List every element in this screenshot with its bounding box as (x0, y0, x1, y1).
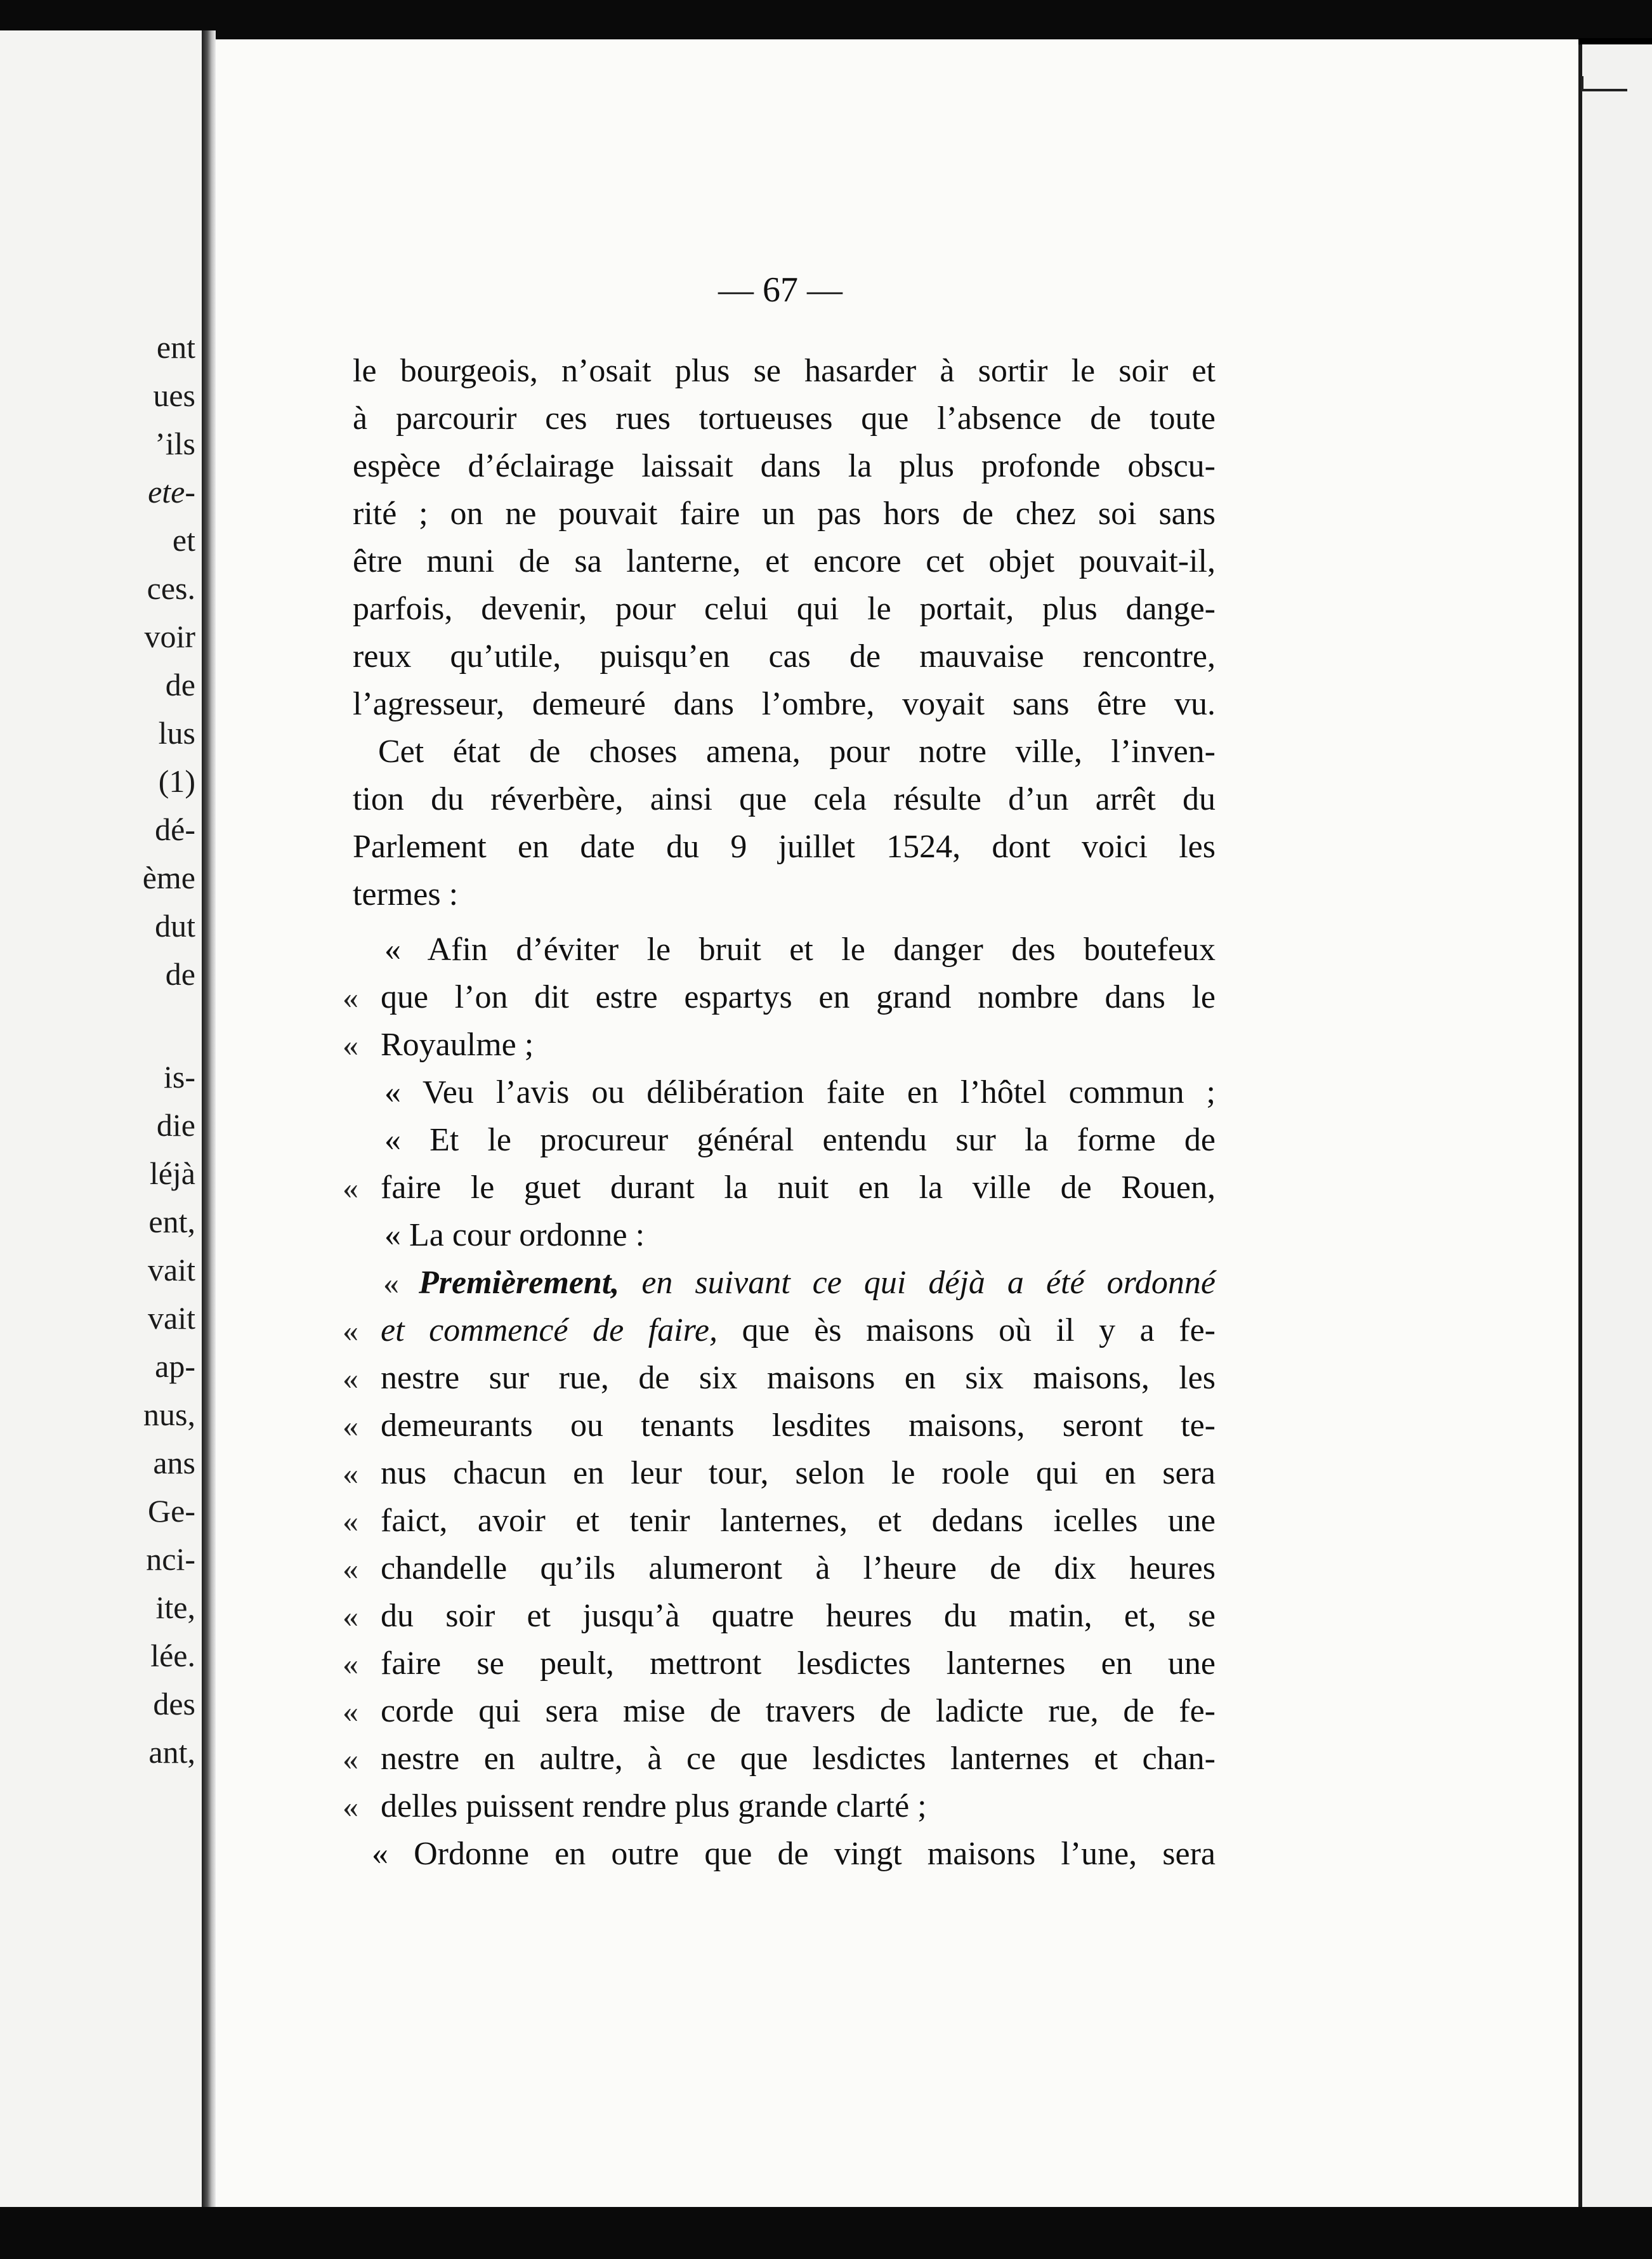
quote-line: demeurants ou tenants lesdites maisons, seront te- (381, 1407, 1216, 1444)
emphasis-italic: en suivant ce qui déjà a été ordonné (641, 1265, 1216, 1301)
left-fragment: nus, (143, 1397, 195, 1432)
left-fragment: vait (148, 1300, 195, 1336)
quote-line: « Veu l’avis ou délibération faite en l’hôtel commun ; (384, 1074, 1216, 1110)
quote-mark: « (343, 1789, 358, 1824)
left-fragment: de (165, 667, 195, 702)
text-line: termes : (353, 876, 459, 912)
quote-line: chandelle qu’ils alumeront à l’heure de dix heures (381, 1550, 1216, 1586)
text-line: tion du réverbère, ainsi que cela résulte d’un arrêt du (353, 781, 1216, 817)
scan-border-top (0, 0, 1652, 38)
left-fragment: ’ils (155, 426, 195, 461)
left-fragment: de (165, 956, 195, 992)
quote-line: corde qui sera mise de travers de ladicte rue, de fe- (381, 1693, 1216, 1729)
left-fragment: ème (142, 860, 195, 895)
left-fragment: lée. (150, 1638, 195, 1673)
quote-mark: « (343, 1694, 358, 1729)
left-fragment: ues (153, 378, 195, 413)
left-fragment: dut (155, 908, 195, 944)
left-fragment: is- (164, 1059, 195, 1095)
quote-line: delles puissent rendre plus grande clarté ; (381, 1788, 927, 1824)
left-fragment: ete- (148, 474, 195, 510)
left-fragment: ap- (155, 1348, 195, 1384)
left-fragment: et (172, 522, 195, 558)
left-fragment: vait (148, 1252, 195, 1288)
text-line: l’agresseur, demeuré dans l’ombre, voyait sans être vu. (353, 686, 1216, 722)
quote-mark: « (343, 1551, 358, 1586)
emphasis-bold: Premièrement, (419, 1265, 620, 1301)
left-fragment: ent, (148, 1204, 195, 1239)
quote-mark: « (343, 1741, 358, 1777)
text-line: être muni de sa lanterne, et encore cet objet pouvait-il, (353, 543, 1216, 579)
quote-line: « La cour ordonne : (384, 1217, 645, 1253)
quote-text: que ès maisons où il y a fe- (742, 1312, 1216, 1348)
left-facing-page (0, 30, 204, 2208)
quote-line: « Ordonne en outre que de vingt maisons l’une, sera (372, 1836, 1216, 1872)
quote-line (419, 1260, 1216, 1307)
quote-mark: « (343, 1027, 358, 1063)
scan-border-bottom (0, 2207, 1652, 2259)
edge-mark (1583, 89, 1627, 91)
quote-mark: « (343, 980, 358, 1015)
quote-line: du soir et jusqu’à quatre heures du matin, et, se (381, 1598, 1216, 1634)
quote-mark: « (343, 1646, 358, 1682)
left-fragment: Ge- (148, 1493, 195, 1529)
text-line: Cet état de choses amena, pour notre ville, l’inven- (378, 734, 1216, 770)
quote-mark: « (343, 1360, 358, 1396)
quote-mark: « (343, 1408, 358, 1444)
quote-line: « Afin d’éviter le bruit et le danger des boutefeux (384, 932, 1216, 968)
page-edge (1578, 44, 1652, 2207)
quote-line: faire se peult, mettront lesdictes lanternes en une (381, 1645, 1216, 1682)
quote-mark: « (343, 1598, 358, 1634)
left-fragment: voir (144, 619, 195, 654)
emphasis-italic: et commencé de faire, (381, 1312, 718, 1348)
text-line: Parlement en date du 9 juillet 1524, dont voici les (353, 829, 1216, 865)
left-fragment: lus (158, 715, 195, 751)
left-fragment: léjà (149, 1156, 195, 1191)
quote-line: nestre sur rue, de six maisons en six maisons, les (381, 1360, 1216, 1396)
quote-mark: « (343, 1313, 358, 1348)
quote-line: faire le guet durant la nuit en la ville de Rouen, (381, 1169, 1216, 1206)
left-fragment: (1) (158, 763, 195, 799)
book-gutter (202, 30, 216, 2208)
quote-mark: « (383, 1265, 399, 1301)
left-fragment: ant, (148, 1734, 195, 1770)
left-fragment: nci- (146, 1541, 195, 1577)
quote-line: nus chacun en leur tour, selon le roole qui en sera (381, 1455, 1216, 1491)
text-line: à parcourir ces rues tortueuses que l’absence de toute (353, 400, 1216, 437)
text-line: le bourgeois, n’osait plus se hasarder à sortir le soir et (353, 353, 1216, 389)
quote-line: « Et le procureur général entendu sur la forme de (384, 1122, 1216, 1158)
left-fragment: des (153, 1686, 195, 1722)
text-line: parfois, devenir, pour celui qui le portait, plus dange- (353, 591, 1216, 627)
quote-mark: « (343, 1456, 358, 1491)
left-fragment: ces. (147, 570, 195, 606)
left-fragment: ans (153, 1445, 195, 1480)
quote-line (381, 1307, 1216, 1354)
quote-line: que l’on dit estre espartys en grand nombre dans le (381, 979, 1216, 1015)
left-fragment: ent (156, 329, 195, 365)
edge-mark (1581, 76, 1583, 91)
quote-line: nestre en aultre, à ce que lesdictes lanternes et chan- (381, 1741, 1216, 1777)
quote-mark: « (343, 1503, 358, 1539)
text-line: reux qu’utile, puisqu’en cas de mauvaise rencontre, (353, 638, 1216, 675)
text-line: rité ; on ne pouvait faire un pas hors de chez soi sans (353, 496, 1216, 532)
quote-mark: « (343, 1170, 358, 1206)
quote-line: faict, avoir et tenir lanternes, et dedans icelles une (381, 1503, 1216, 1539)
page-number: — 67 — (718, 270, 842, 310)
left-fragment: die (156, 1107, 195, 1143)
left-fragment: ite, (155, 1590, 195, 1625)
quote-line: Royaulme ; (381, 1027, 534, 1063)
text-line: espèce d’éclairage laissait dans la plus profonde obscu- (353, 448, 1216, 484)
left-fragment: dé- (155, 812, 195, 847)
